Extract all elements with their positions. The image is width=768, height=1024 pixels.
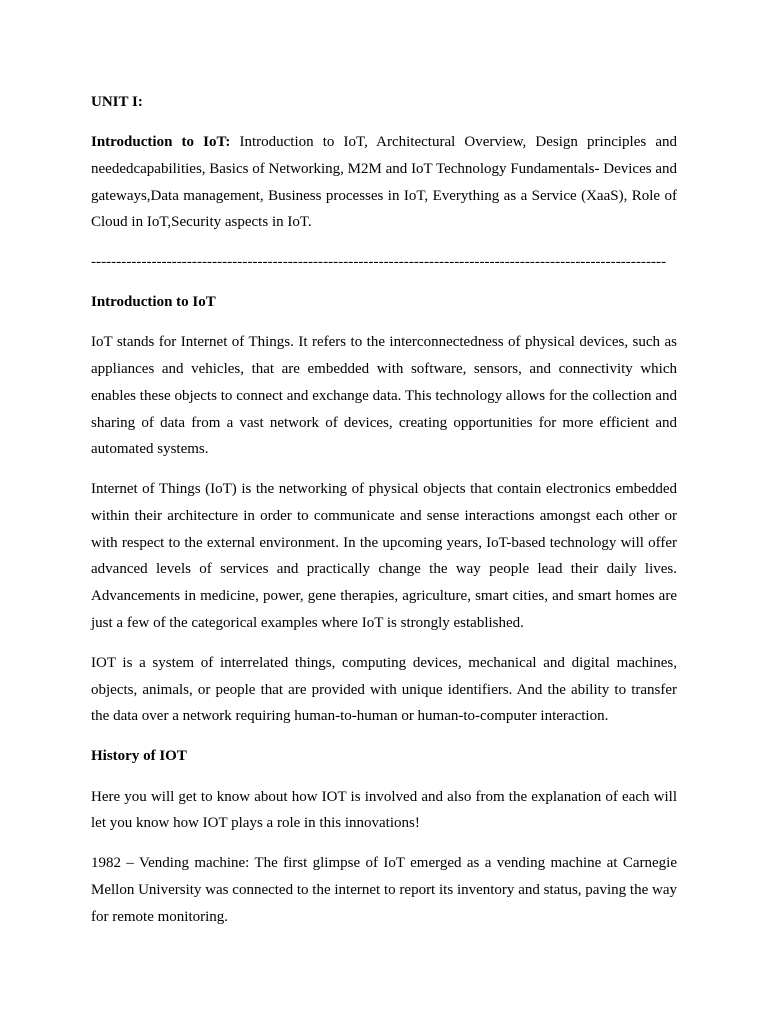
document-page [91, 89, 677, 944]
section-heading-history: History of IOT [91, 748, 187, 765]
separator-line: ------------------------------------------------------------------------------------------------------------------ [91, 254, 667, 271]
syllabus-label: Introduction to IoT: [91, 134, 231, 151]
history-paragraph-1: Here you will get to know about how IOT is involved and also from the explanation of each will let you know how IOT plays a role in this innovations! [91, 788, 677, 832]
intro-paragraph-3: IOT is a system of interrelated things, computing devices, mechanical and digital machines, objects, animals, or people that are provided with unique identifiers. And the ability to transfer the data over a network requiring human-to-human or human-to-computer interaction. [91, 654, 677, 725]
syllabus-paragraph [91, 129, 677, 236]
unit-heading: UNIT I: [91, 94, 143, 110]
section-heading-introduction: Introduction to IoT [91, 294, 216, 311]
syllabus-text: Introduction to IoT, Architectural Overview, Design principles and neededcapabilities, Basics of Networking, M2M and IoT Technology Fundamentals- Devices and gateways,Data management, Business processes in IoT, Everything as a Service (XaaS), Role of Cloud in IoT,Security aspects in IoT. [91, 134, 677, 231]
intro-paragraph-2: Internet of Things (IoT) is the networking of physical objects that contain electronics embedded within their architecture in order to communicate and sense interactions amongst each other or with respect to the external environment. In the upcoming years, IoT-based technology will offer advanced levels of services and practically change the way people lead their daily lives. Advancements in medicine, power, gene therapies, agriculture, smart cities, and smart homes are just a few of the categorical examples where IoT is strongly established. [91, 481, 677, 631]
intro-paragraph-1: IoT stands for Internet of Things. It refers to the interconnectedness of physical devices, such as appliances and vehicles, that are embedded with software, sensors, and connectivity which enables these objects to connect and exchange data. This technology allows for the collection and sharing of data from a vast network of devices, creating opportunities for more efficient and automated systems. [91, 334, 677, 458]
history-paragraph-2: 1982 – Vending machine: The first glimpse of IoT emerged as a vending machine at Carnegie Mellon University was connected to the internet to report its inventory and status, paving the way for remote monitoring. [91, 855, 677, 925]
